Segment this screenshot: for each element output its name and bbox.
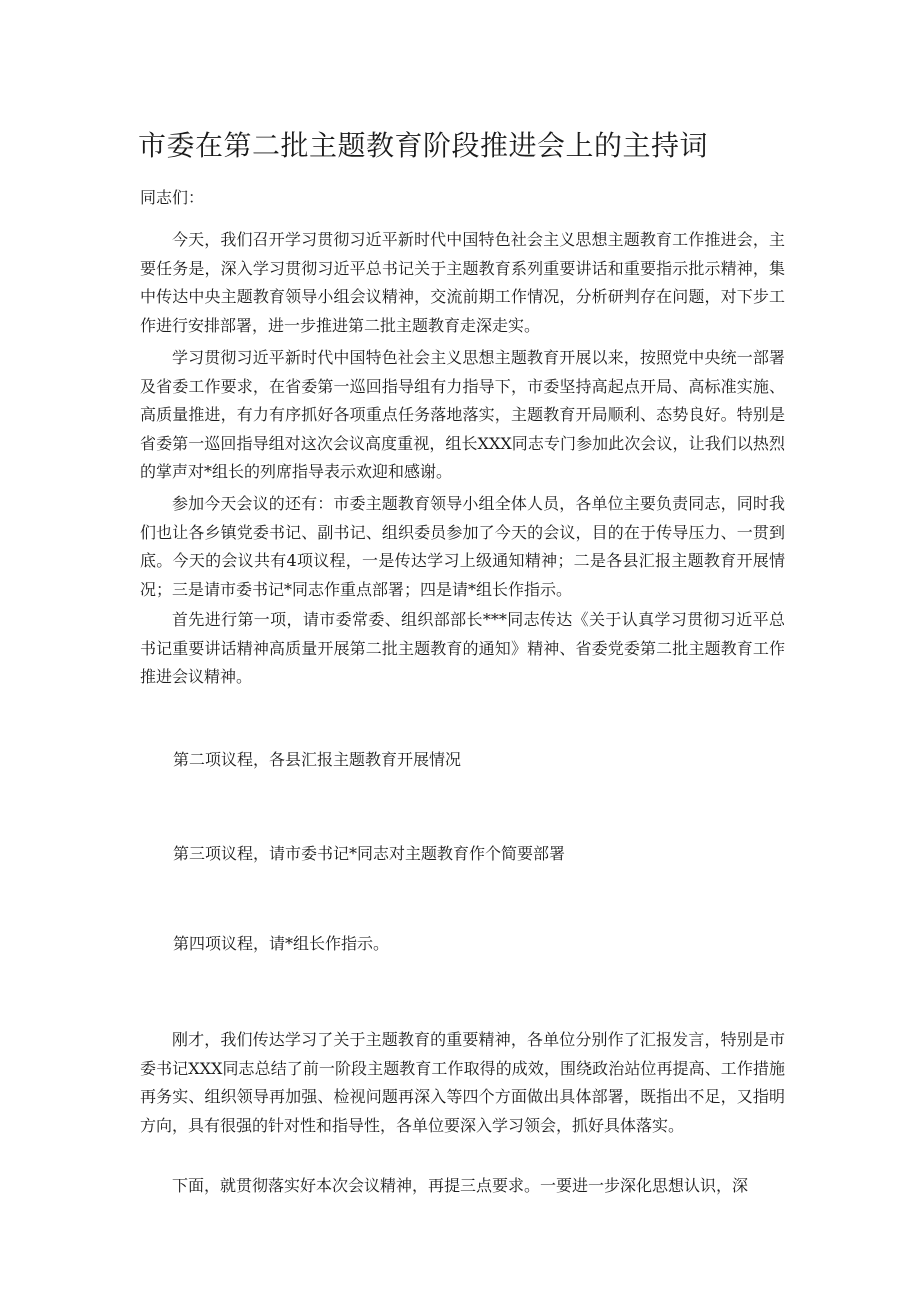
greeting: 同志们： <box>140 188 205 207</box>
agenda-item-4: 第四项议程，请*组长作指示。 <box>173 934 390 953</box>
paragraph-2: 学习贯彻习近平新时代中国特色社会主义思想主题教育开展以来，按照党中央统一部署及省委工作要求，在省委第一巡回指导组有力指导下，市委坚持高起点开局、高标准实施、高质量推进，有力有序抓好各项重点任务落地落实，主题教育开局顺利、态势良好。特别是省委第一巡回指导组对这次会议高度重视，组长XXX同志专门参加此次会议，让我们以热烈的掌声对*组长的列席指导表示欢迎和感谢。 <box>140 348 785 482</box>
agenda-item-3: 第三项议程，请市委书记*同志对主题教育作个简要部署 <box>173 844 566 863</box>
paragraph-4: 首先进行第一项，请市委常委、组织部部长***同志传达《关于认真学习贯彻习近平总书记重要讲话精神高质量开展第二批主题教育的通知》精神、省委党委第二批主题教育工作推进会议精神。 <box>140 610 785 687</box>
paragraph-1: 今天，我们召开学习贯彻习近平新时代中国特色社会主义思想主题教育工作推进会，主要任务是，深入学习贯彻习近平总书记关于主题教育系列重要讲话和重要指示批示精神，集中传达中央主题教育领导小组会议精神，交流前期工作情况，分析研判存在问题，对下步工作进行安排部署，进一步推进第二批主题教育走深走实。 <box>140 230 785 335</box>
closing-paragraph-2: 下面，就贯彻落实好本次会议精神，再提三点要求。一要进一步深化思想认识，深 <box>172 1176 749 1195</box>
closing-paragraph-1: 刚才，我们传达学习了关于主题教育的重要精神，各单位分别作了汇报发言，特别是市委书记XXX同志总结了前一阶段主题教育工作取得的成效，围绕政治站位再提高、工作措施再务实、组织领导再加强、检视问题再深入等四个方面做出具体部署，既指出不足，又指明方向，具有很强的针对性和指导性，各单位要深入学习领会，抓好具体落实。 <box>140 1030 785 1135</box>
paragraph-3: 参加今天会议的还有：市委主题教育领导小组全体人员，各单位主要负责同志，同时我们也让各乡镇党委书记、副书记、组织委员参加了今天的会议，目的在于传导压力、一贯到底。今天的会议共有4项议程，一是传达学习上级通知精神；二是各县汇报主题教育开展情况；三是请市委书记*同志作重点部署；四是请*组长作指示。 <box>140 494 785 599</box>
agenda-item-2: 第二项议程，各县汇报主题教育开展情况 <box>173 750 462 769</box>
document-title: 市委在第二批主题教育阶段推进会上的主持词 <box>138 129 709 162</box>
